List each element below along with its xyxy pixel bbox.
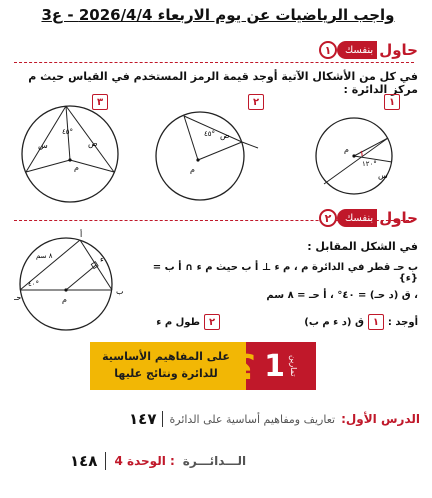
section2-line2: ، ق (د حـ) = ٤٠° ، أ حـ = ٨ سم: [266, 290, 418, 301]
section2-figure: [14, 228, 124, 338]
figure-3-angle-c: ص: [88, 139, 98, 148]
section2-tag-pill: بنفسك: [337, 209, 377, 227]
section2-intro: في الشكل المقابل :: [307, 240, 418, 253]
footer-lesson-label: الدرس الأول:: [341, 412, 420, 426]
figure-1-label: ١: [384, 94, 400, 110]
section1-question: في كل من الأشكال الآتية أوجد قيمة الرمز المستخدم في القياس حيث م مركز الدائرة :: [28, 70, 418, 96]
footer-unit: [70, 452, 270, 470]
section1-tag-label: حاول: [379, 41, 418, 59]
exercises-banner: [90, 342, 316, 390]
fig2-label-c: حـ: [14, 293, 22, 302]
footer-lesson-title: تعاريف ومفاهيم أساسية على الدائرة: [169, 412, 336, 426]
section2-find-label: أوجد :: [387, 316, 418, 328]
section2-line1: ب حـ قطر في الدائرة م ، م ء ⊥ أ ب حيث م ء ∩ أ ب = {ء}: [152, 262, 418, 284]
figure-3-label: ٣: [92, 94, 108, 110]
section2-item1-text: ق (د ء م ب): [304, 316, 364, 328]
banner-line2: للدائرة ونتائج عليها: [114, 367, 218, 380]
section2-tag-number: ٢: [319, 209, 337, 227]
fig2-label-d: ء: [100, 255, 104, 264]
section1-tag-pill: بنفسك: [337, 41, 377, 59]
banner-text: [96, 348, 236, 382]
footer2-page-number: ١٤٨: [70, 452, 98, 470]
page-title: واجب الرياضيات عن يوم الاربعاء 2026/4/4 - ع3: [41, 6, 395, 24]
footer-page-number: ١٤٧: [129, 410, 157, 428]
section2-tag: [300, 208, 418, 228]
section2-item2-number: ٢: [204, 314, 220, 330]
section1-tag: [300, 40, 418, 60]
footer2-title: الـــدائـــرة: [182, 454, 247, 468]
banner-number: 1: [264, 348, 285, 384]
svg-text:م: م: [74, 163, 79, 172]
figure-1-angle-b: س: [378, 171, 388, 180]
section2-find-row: [186, 314, 418, 330]
fig2-label-angle: ٤٠°: [28, 280, 40, 288]
fig2-label-length: ٨ سم: [36, 252, 53, 260]
section2-item2-row: [140, 314, 220, 330]
fig2-label-b: ب: [116, 287, 124, 296]
section2-tag-label: حاول: [379, 209, 418, 227]
fig2-label-m: م: [62, 295, 67, 304]
figure-2-circle: [150, 104, 260, 208]
figure-2-label: ٢: [248, 94, 264, 110]
footer-divider: [162, 411, 163, 427]
question-mark-icon: ؟: [236, 348, 256, 388]
figure-2-angle-b: ص: [220, 131, 230, 140]
svg-text:م: م: [344, 145, 349, 154]
footer-lesson: [60, 410, 420, 428]
figure-3-circle: [14, 100, 124, 208]
footer2-unit: الوحدة 4 :: [114, 454, 175, 468]
section1-divider: [14, 62, 414, 63]
footer2-divider: [105, 452, 106, 470]
section2-item2-text: طول م ء: [156, 316, 200, 328]
banner-number-block: [236, 342, 316, 390]
fig2-label-a: أ: [80, 230, 83, 239]
svg-text:م: م: [190, 165, 195, 174]
banner-side-label: تمارين: [288, 355, 298, 377]
figure-1-circle: [306, 104, 406, 204]
figure-3-angle-b: س: [38, 141, 48, 150]
figure-3-angle-a: ٤٥°: [62, 128, 74, 136]
figure-1-angle-a: ١٢٠°: [362, 160, 377, 168]
banner-line1: على المفاهيم الأساسية: [102, 350, 230, 363]
section2-item1-number: ١: [368, 314, 384, 330]
figure-2-angle-a: ٤٥°: [204, 130, 216, 138]
section1-tag-number: ١: [319, 41, 337, 59]
